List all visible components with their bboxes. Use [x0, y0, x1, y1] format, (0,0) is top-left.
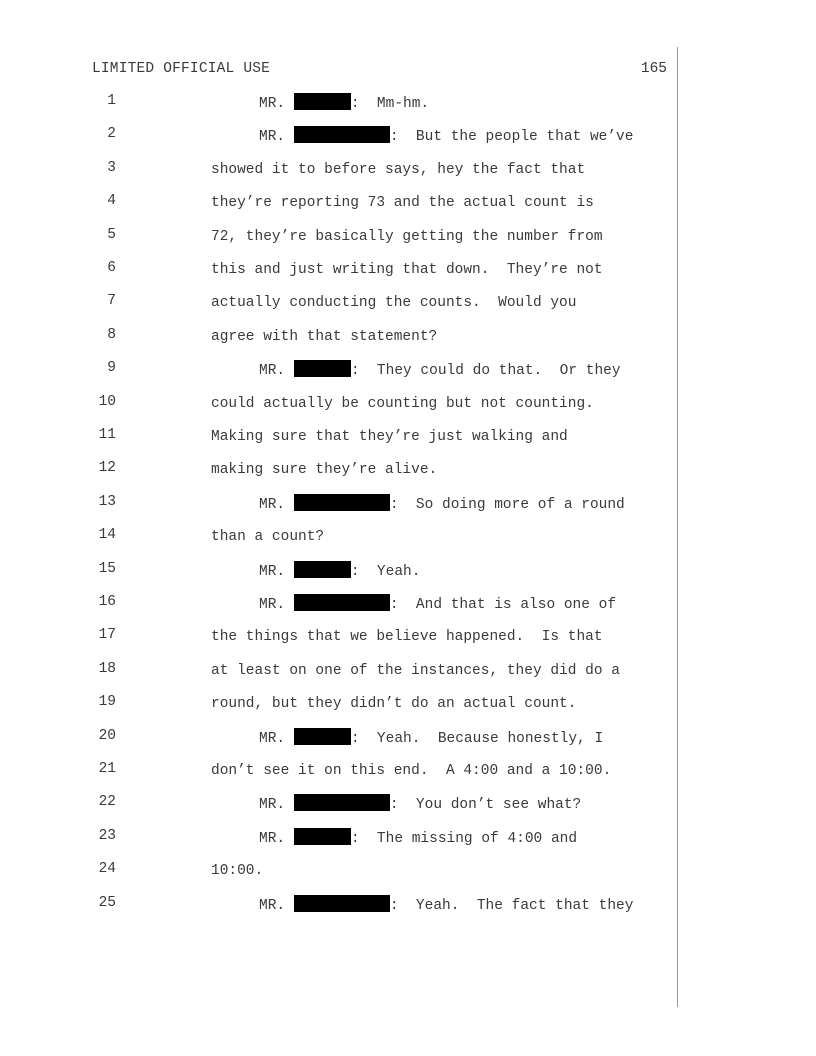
transcript-line — [0, 627, 680, 647]
body-line-text: at least on one of the instances, they did do a — [211, 662, 620, 679]
body-line-text: actually conducting the counts. Would you — [211, 295, 577, 312]
line-number: 17 — [98, 627, 116, 644]
speaker-statement: : Mm-hm. — [350, 96, 430, 112]
speaker-line-text — [259, 561, 420, 582]
transcript-line — [0, 494, 680, 514]
redacted-name-block — [294, 494, 390, 511]
line-number: 23 — [98, 827, 116, 844]
line-number: 20 — [98, 727, 116, 744]
transcript-line — [0, 527, 680, 547]
redacted-name-block — [294, 794, 390, 811]
body-line-text: this and just writing that down. They’re not — [211, 262, 603, 278]
speaker-line-text — [259, 594, 616, 615]
transcript-line — [0, 694, 680, 714]
redacted-name-block — [294, 895, 390, 912]
speaker-statement: : Yeah. Because honestly, I — [350, 730, 604, 747]
transcript-line — [0, 394, 680, 414]
body-line-text: don’t see it on this end. A 4:00 and a 10:00. — [211, 763, 612, 779]
transcript-line — [0, 327, 680, 347]
body-line-text: they’re reporting 73 and the actual count is — [211, 195, 594, 212]
transcript-line — [0, 427, 680, 447]
speaker-line-text — [259, 360, 621, 381]
line-number: 8 — [107, 326, 116, 343]
speaker-statement: : Yeah. The fact that they — [389, 897, 634, 914]
speaker-title: MR. — [259, 797, 294, 814]
speaker-title: MR. — [259, 96, 294, 112]
transcript-line — [0, 293, 680, 313]
transcript-line — [0, 126, 680, 146]
transcript-line — [0, 728, 680, 748]
transcript-line — [0, 193, 680, 213]
line-number: 10 — [98, 393, 116, 410]
body-line-text: the things that we believe happened. Is that — [211, 629, 603, 646]
line-number: 25 — [98, 894, 116, 911]
speaker-statement: : The missing of 4:00 and — [350, 830, 578, 847]
transcript-line — [0, 260, 680, 280]
transcript-line — [0, 661, 680, 681]
speaker-statement: : You don’t see what? — [389, 797, 582, 814]
line-number: 22 — [98, 794, 116, 811]
transcript-line — [0, 227, 680, 247]
speaker-line-text — [259, 794, 581, 815]
redacted-name-block — [294, 728, 351, 745]
line-number: 3 — [107, 159, 116, 176]
body-line-text: 72, they’re basically getting the number from — [211, 228, 603, 245]
speaker-statement: : And that is also one of — [389, 597, 617, 613]
line-number: 24 — [98, 861, 116, 878]
line-number: 9 — [107, 360, 116, 377]
speaker-title: MR. — [259, 730, 294, 747]
speaker-line-text — [259, 895, 633, 916]
line-number: 18 — [98, 660, 116, 677]
speaker-title: MR. — [259, 129, 294, 146]
redacted-name-block — [294, 360, 351, 377]
line-number: 13 — [98, 493, 116, 510]
line-number: 4 — [107, 193, 116, 210]
speaker-line-text — [259, 93, 429, 114]
page-number: 165 — [640, 61, 667, 77]
line-number: 19 — [98, 694, 116, 711]
body-line-text: 10:00. — [211, 863, 264, 880]
redacted-name-block — [294, 561, 351, 578]
transcript-line — [0, 761, 680, 781]
line-number: 21 — [98, 761, 116, 777]
transcript-line — [0, 794, 680, 814]
speaker-title: MR. — [259, 363, 294, 380]
speaker-title: MR. — [259, 563, 294, 580]
redacted-name-block — [294, 126, 390, 143]
transcript-line — [0, 895, 680, 915]
line-number: 12 — [98, 460, 116, 477]
body-line-text: Making sure that they’re just walking and — [211, 429, 568, 445]
speaker-title: MR. — [259, 897, 294, 914]
body-line-text: round, but they didn’t do an actual count. — [211, 696, 577, 713]
transcript-line — [0, 160, 680, 180]
body-line-text: than a count? — [211, 529, 325, 546]
line-number: 11 — [98, 427, 116, 443]
body-line-text: showed it to before says, hey the fact that — [211, 161, 586, 178]
line-number: 16 — [98, 594, 116, 610]
line-number: 5 — [107, 226, 116, 243]
transcript-line — [0, 594, 680, 614]
speaker-statement: : But the people that we’ve — [389, 129, 634, 146]
transcript-line — [0, 93, 680, 113]
line-number: 6 — [107, 260, 116, 276]
line-number: 15 — [98, 560, 116, 577]
redacted-name-block — [294, 594, 390, 611]
speaker-title: MR. — [259, 830, 294, 847]
body-line-text: agree with that statement? — [211, 328, 438, 345]
line-number: 2 — [107, 126, 116, 143]
redacted-name-block — [294, 828, 351, 845]
speaker-line-text — [259, 126, 633, 147]
transcript-line — [0, 360, 680, 380]
speaker-line-text — [259, 828, 577, 849]
transcript-line — [0, 828, 680, 848]
speaker-line-text — [259, 728, 603, 749]
speaker-line-text — [259, 494, 625, 515]
speaker-statement: : So doing more of a round — [389, 496, 625, 513]
speaker-title: MR. — [259, 597, 294, 613]
speaker-statement: : They could do that. Or they — [350, 363, 621, 380]
transcript-line — [0, 861, 680, 881]
line-number: 7 — [107, 293, 116, 310]
body-line-text: making sure they’re alive. — [211, 462, 438, 479]
transcript-line — [0, 561, 680, 581]
transcript-line — [0, 460, 680, 480]
speaker-statement: : Yeah. — [350, 563, 421, 580]
body-line-text: could actually be counting but not counting. — [211, 395, 594, 412]
line-number: 1 — [107, 93, 116, 109]
line-number: 14 — [98, 527, 116, 544]
redacted-name-block — [294, 93, 351, 110]
speaker-title: MR. — [259, 496, 294, 513]
classification-header: LIMITED OFFICIAL USE — [92, 61, 271, 77]
